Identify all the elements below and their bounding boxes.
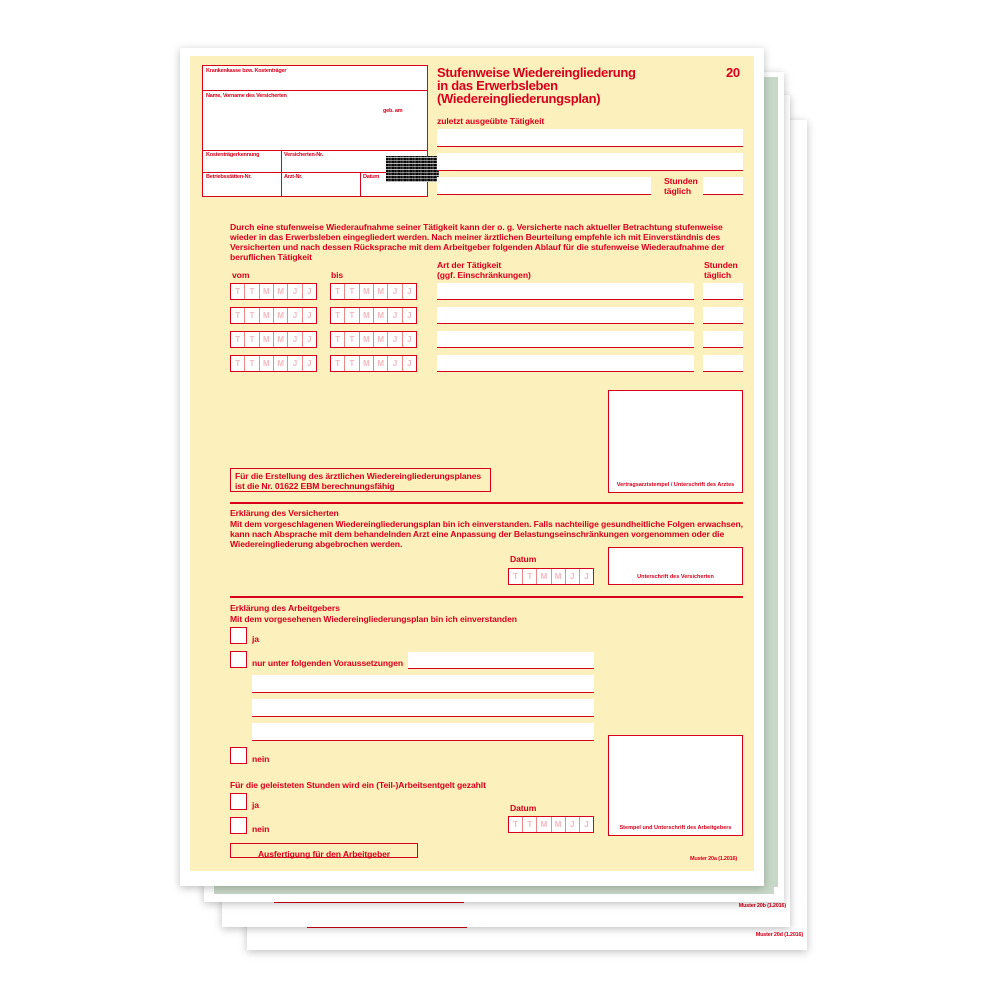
geb-label: geb. am <box>383 108 403 114</box>
date-digit-cell: M <box>537 817 551 832</box>
date-digit-cell: T <box>331 332 345 347</box>
ebm-note-box <box>230 468 491 492</box>
plan-row-bis-date[interactable] <box>330 283 417 300</box>
date-digit-cell: J <box>566 569 580 584</box>
date-digit-cell: J <box>584 572 589 581</box>
plan-row-activity-field[interactable] <box>437 283 694 300</box>
back-sheet-1-tint <box>764 77 778 887</box>
ebm-note-line-2: ist die Nr. 01622 EBM berechnungsfähig <box>235 481 395 491</box>
employer-text: Mit dem vorgesehenen Wiedereingliederungsplan bin ich einverstanden <box>230 614 517 624</box>
date-digit-cell: T <box>345 284 359 299</box>
form-title-line-1: Stufenweise Wiedereingliederung <box>437 65 636 80</box>
versnr-label: Versicherten-Nr. <box>284 152 323 158</box>
pay-nein-checkbox[interactable] <box>230 817 247 834</box>
section-divider-1 <box>230 502 743 504</box>
date-digit-cell: M <box>374 308 388 323</box>
form-20a <box>190 56 754 871</box>
plan-row-vom-date[interactable] <box>230 283 317 300</box>
date-digit-cell: J <box>566 817 580 832</box>
date-digit-cell: T <box>331 308 345 323</box>
date-digit-cell: J <box>307 287 312 296</box>
insured-heading: Erklärung des Versicherten <box>230 508 339 518</box>
date-digit-cell: T <box>245 308 259 323</box>
date-digit-cell: J <box>307 311 312 320</box>
last-activity-hours-field[interactable] <box>703 177 743 195</box>
date-digit-cell: T <box>345 356 359 371</box>
date-digit-cell: M <box>374 284 388 299</box>
date-digit-cell: T <box>345 308 359 323</box>
ebm-note-text <box>235 471 481 491</box>
date-digit-cell: M <box>274 308 288 323</box>
date-digit-cell: T <box>509 817 523 832</box>
date-digit-cell: T <box>231 308 245 323</box>
date-digit-cell: M <box>360 356 374 371</box>
arztnr-divider <box>281 172 282 196</box>
plan-row-bis-date[interactable] <box>330 355 417 372</box>
doctor-signature-caption: Vertragsarztstempel / Unterschrift des Arztes <box>616 482 735 488</box>
employer-datum-label: Datum <box>510 803 537 813</box>
versnr-divider <box>281 150 282 172</box>
copy-label-box <box>230 843 418 858</box>
employer-nein-label: nein <box>252 754 270 764</box>
plan-row-hours-field[interactable] <box>703 355 743 372</box>
date-digit-cell: T <box>231 332 245 347</box>
date-digit-cell: M <box>552 817 566 832</box>
plan-row-hours-field[interactable] <box>703 283 743 300</box>
form-title <box>437 66 677 105</box>
date-digit-cell: J <box>388 308 402 323</box>
date-digit-cell: M <box>274 356 288 371</box>
date-digit-cell: M <box>274 332 288 347</box>
date-digit-cell: M <box>274 284 288 299</box>
back-sheet-3-footer: Muster 20d (1.2016) <box>755 932 803 938</box>
barcode-overlay <box>386 156 439 182</box>
date-digit-cell: T <box>245 284 259 299</box>
date-digit-cell: M <box>360 284 374 299</box>
name-divider <box>203 150 427 151</box>
date-digit-cell: M <box>360 308 374 323</box>
conditions-field-1[interactable] <box>408 652 594 669</box>
col-art <box>437 260 531 280</box>
pay-nein-label: nein <box>252 824 270 834</box>
date-digit-cell: J <box>388 356 402 371</box>
plan-row-activity-field[interactable] <box>437 355 694 372</box>
col-std <box>704 260 738 280</box>
pay-ja-checkbox[interactable] <box>230 793 247 810</box>
hours-label-line-1: Stunden <box>664 176 698 186</box>
date-digit-cell: M <box>260 332 274 347</box>
plan-row-activity-field[interactable] <box>437 331 694 348</box>
arztnr-label: Arzt-Nr. <box>284 174 303 180</box>
date-digit-cell: T <box>331 356 345 371</box>
col-vom: vom <box>232 270 250 280</box>
col-art-line-2: (ggf. Einschränkungen) <box>437 270 531 280</box>
date-digit-cell: M <box>374 356 388 371</box>
plan-row-hours-field[interactable] <box>703 307 743 324</box>
conditions-field-3[interactable] <box>252 699 594 717</box>
hours-label-line-2: täglich <box>664 186 691 196</box>
date-digit-cell: J <box>288 284 302 299</box>
date-digit-cell: J <box>407 287 412 296</box>
employer-heading: Erklärung des Arbeitgebers <box>230 603 340 613</box>
plan-row-activity-field[interactable] <box>437 307 694 324</box>
date-digit-cell: T <box>231 284 245 299</box>
employer-ja-label: ja <box>252 634 259 644</box>
last-activity-label: zuletzt ausgeübte Tätigkeit <box>437 116 545 126</box>
date-digit-cell: M <box>360 332 374 347</box>
kasse-divider <box>203 90 427 91</box>
date-digit-cell: T <box>231 356 245 371</box>
employer-nein-checkbox[interactable] <box>230 747 247 764</box>
conditions-field-4[interactable] <box>252 723 594 741</box>
last-activity-field-2[interactable] <box>437 153 743 171</box>
form-footer: Muster 20a (1.2016) <box>690 856 737 862</box>
plan-row-vom-date[interactable] <box>230 331 317 348</box>
employer-conditions-checkbox[interactable] <box>230 651 247 668</box>
bsnr-label: Betriebsstätten-Nr. <box>206 174 252 180</box>
date-digit-cell: M <box>374 332 388 347</box>
date-digit-cell: J <box>288 308 302 323</box>
date-digit-cell: T <box>245 356 259 371</box>
plan-row-bis-date[interactable] <box>330 331 417 348</box>
date-digit-cell: M <box>260 308 274 323</box>
doctor-signature-box[interactable] <box>608 390 743 493</box>
date-digit-cell: M <box>260 284 274 299</box>
plan-row-vom-date[interactable] <box>230 307 317 324</box>
back-sheet-3-rule <box>307 927 467 928</box>
form-title-line-2: in das Erwerbsleben <box>437 78 558 93</box>
col-std-line-1: Stunden <box>704 260 738 270</box>
plan-row-bis-date[interactable] <box>330 307 417 324</box>
date-digit-cell: J <box>407 335 412 344</box>
date-digit-cell: J <box>584 820 589 829</box>
col-bis: bis <box>331 270 344 280</box>
employer-signature-caption: Stempel und Unterschrift des Arbeitgebers <box>619 825 732 831</box>
date-digit-cell: J <box>407 359 412 368</box>
insured-text: Mit dem vorgeschlagenen Wiedereingliederungsplan bin ich einverstanden. Falls nachteilige gesundheitliche Folgen erwachsen, kann nach Absprache mit dem behandelnden Arzt eine Anpassung der Belastungseinschränkungen vorgenommen oder die Wiedereingliederung abgebrochen werden. <box>230 519 743 549</box>
date-digit-cell: T <box>523 569 537 584</box>
date-digit-cell: M <box>537 569 551 584</box>
copy-label: Ausfertigung für den Arbeitgeber <box>257 849 391 859</box>
datum-divider <box>360 172 361 196</box>
back-sheet-2-footer: Muster 20b (1.2016) <box>738 903 786 909</box>
date-digit-cell: J <box>388 332 402 347</box>
kennung-label: Kostenträgerkennung <box>206 152 260 158</box>
date-digit-cell: T <box>245 332 259 347</box>
intro-text: Durch eine stufenweise Wiederaufnahme seiner Tätigkeit kann der o. g. Versicherte nach aktueller Betrachtung stufenweise wieder in das Erwerbsleben eingegliedert werden. Nach meiner ärztlichen Beurteilung empfehle ich mit Einverständnis des Versicherten und nach dessen Rücksprache mit dem Arbeitgeber folgenden Ablauf für die stufenweise Wiederaufnahme der beruflichen Tätigkeit <box>230 222 725 262</box>
date-digit-cell: J <box>388 284 402 299</box>
date-digit-cell: T <box>331 284 345 299</box>
date-digit-cell: T <box>523 817 537 832</box>
date-digit-cell: J <box>288 332 302 347</box>
insured-signature-caption: Unterschrift des Versicherten <box>637 574 714 580</box>
date-digit-cell: T <box>345 332 359 347</box>
date-digit-cell: J <box>307 359 312 368</box>
section-divider-2 <box>230 596 743 598</box>
kasse-label: Krankenkasse bzw. Kostenträger <box>206 68 287 74</box>
plan-row-vom-date[interactable] <box>230 355 317 372</box>
date-digit-cell: J <box>407 311 412 320</box>
form-number: 20 <box>726 65 740 80</box>
employer-ja-checkbox[interactable] <box>230 627 247 644</box>
col-std-line-2: täglich <box>704 270 731 280</box>
plan-row-hours-field[interactable] <box>703 331 743 348</box>
hours-label <box>664 176 698 196</box>
date-digit-cell: M <box>260 356 274 371</box>
name-label: Name, Vorname des Versicherten <box>206 93 287 99</box>
form-title-line-3: (Wiedereingliederungsplan) <box>437 91 601 106</box>
conditions-field-2[interactable] <box>252 675 594 693</box>
date-digit-cell: J <box>307 335 312 344</box>
employer-conditions-label: nur unter folgenden Voraussetzungen <box>252 658 404 668</box>
employer-signature-box[interactable] <box>608 735 743 836</box>
last-activity-field-1[interactable] <box>437 129 743 147</box>
pay-question: Für die geleisteten Stunden wird ein (Teil-)Arbeitsentgelt gezahlt <box>230 780 486 790</box>
back-sheet-2-rule <box>274 902 464 903</box>
date-digit-cell: M <box>552 569 566 584</box>
pay-ja-label: ja <box>252 800 259 810</box>
ebm-note-line-1: Für die Erstellung des ärztlichen Wiedereingliederungsplanes <box>235 471 482 481</box>
date-digit-cell: J <box>288 356 302 371</box>
insured-datum-label: Datum <box>510 554 537 564</box>
col-art-line-1: Art der Tätigkeit <box>437 260 502 270</box>
date-digit-cell: T <box>509 569 523 584</box>
employer-date-field[interactable] <box>508 816 594 833</box>
insured-date-field[interactable] <box>508 568 594 585</box>
patient-header-box <box>202 65 428 197</box>
last-activity-field-3[interactable] <box>437 177 651 195</box>
insured-signature-box[interactable] <box>608 547 743 585</box>
header-datum-label: Datum <box>363 174 380 180</box>
